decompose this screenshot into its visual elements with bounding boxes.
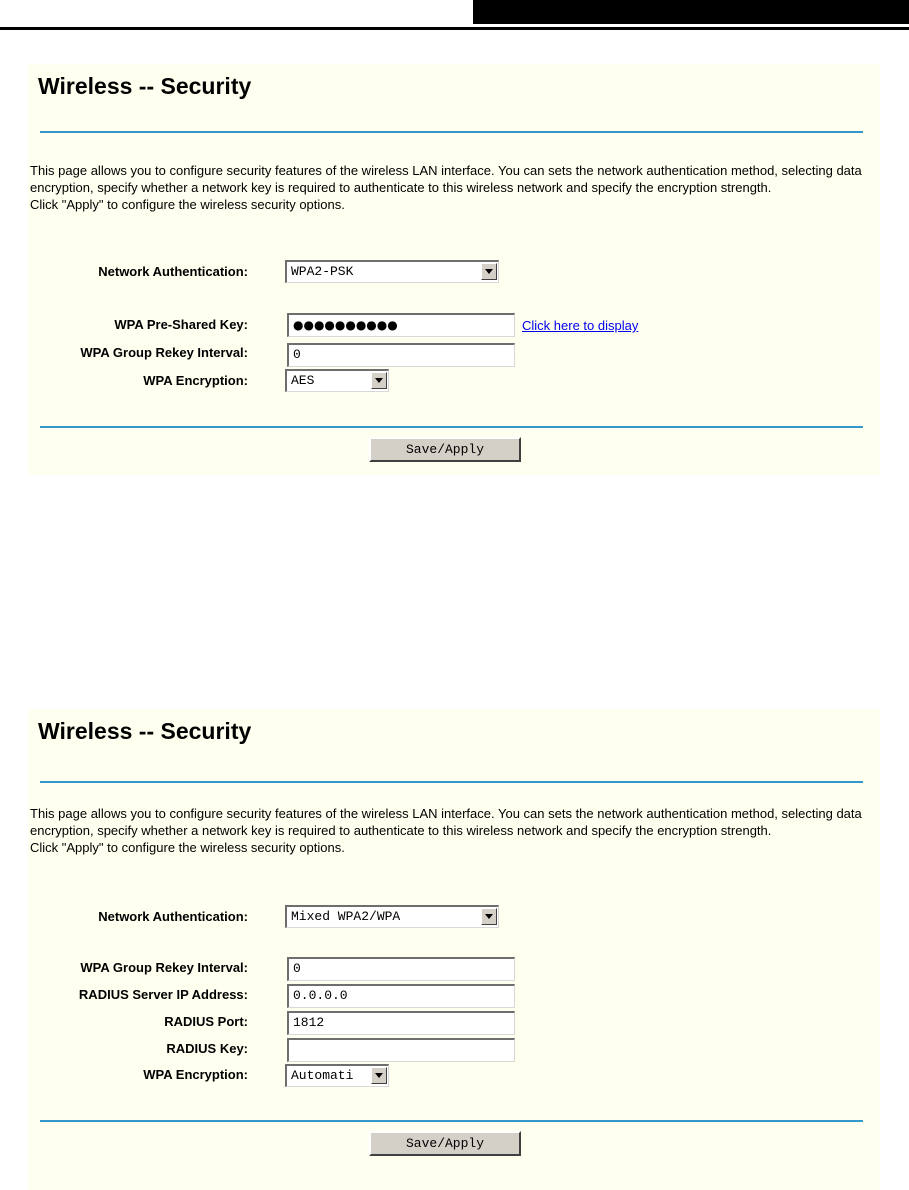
radius-key-label: RADIUS Key: xyxy=(166,1041,248,1056)
wpa-encryption-select[interactable] xyxy=(285,1064,389,1087)
wpa-encryption-label: WPA Encryption: xyxy=(143,373,248,388)
network-authentication-label: Network Authentication: xyxy=(98,909,248,924)
title-divider xyxy=(40,781,863,783)
description-apply-hint: Click "Apply" to configure the wireless security options. xyxy=(30,840,345,855)
pre-shared-key-input[interactable]: ●●●●●●●●●● xyxy=(287,313,515,337)
description-apply-hint: Click "Apply" to configure the wireless security options. xyxy=(30,197,345,212)
pre-shared-key-label: WPA Pre-Shared Key: xyxy=(114,317,248,332)
network-authentication-value: Mixed WPA2/WPA xyxy=(291,909,401,924)
form-divider xyxy=(40,1120,863,1122)
radius-port-input[interactable]: 1812 xyxy=(287,1011,515,1035)
network-authentication-value: WPA2-PSK xyxy=(291,264,354,279)
chevron-down-icon[interactable] xyxy=(371,1067,387,1084)
security-panel-mixed-wpa xyxy=(28,709,880,1190)
group-rekey-interval-label: WPA Group Rekey Interval: xyxy=(80,345,248,360)
page-title: Wireless -- Security xyxy=(38,718,252,744)
chevron-down-icon[interactable] xyxy=(481,263,497,280)
title-divider xyxy=(40,131,863,133)
radius-server-ip-input[interactable]: 0.0.0.0 xyxy=(287,984,515,1008)
chevron-down-icon[interactable] xyxy=(371,372,387,389)
radius-key-input[interactable] xyxy=(287,1038,515,1062)
display-key-link[interactable]: Click here to display xyxy=(522,318,639,333)
header-rule xyxy=(0,27,909,30)
wpa-encryption-select[interactable] xyxy=(285,369,389,392)
form-divider xyxy=(40,426,863,428)
group-rekey-interval-input[interactable]: 0 xyxy=(287,343,515,367)
header-black-bar xyxy=(473,0,909,24)
security-panel-wpa2-psk xyxy=(28,64,880,475)
description-text: This page allows you to configure security features of the wireless LAN interface. You can sets the network authentication method, selecting data encryption, specify whether a network key is required to authenticate to this wireless network and specify the encryption strength. xyxy=(30,163,862,195)
network-authentication-select[interactable] xyxy=(285,260,499,283)
save-apply-button[interactable]: Save/Apply xyxy=(369,437,521,462)
save-apply-button[interactable]: Save/Apply xyxy=(369,1131,521,1156)
network-authentication-label: Network Authentication: xyxy=(98,264,248,279)
radius-port-label: RADIUS Port: xyxy=(164,1014,248,1029)
group-rekey-interval-input[interactable]: 0 xyxy=(287,957,515,981)
group-rekey-interval-label: WPA Group Rekey Interval: xyxy=(80,960,248,975)
page-description xyxy=(30,162,870,213)
description-text: This page allows you to configure security features of the wireless LAN interface. You can sets the network authentication method, selecting data encryption, specify whether a network key is required to authenticate to this wireless network and specify the encryption strength. xyxy=(30,806,862,838)
chevron-down-icon[interactable] xyxy=(481,908,497,925)
network-authentication-select[interactable] xyxy=(285,905,499,928)
page-title: Wireless -- Security xyxy=(38,73,252,99)
wpa-encryption-label: WPA Encryption: xyxy=(143,1067,248,1082)
radius-server-ip-label: RADIUS Server IP Address: xyxy=(78,987,248,1002)
wpa-encryption-value: Automati xyxy=(291,1068,354,1083)
page-description xyxy=(30,805,870,856)
wpa-encryption-value: AES xyxy=(291,373,315,388)
